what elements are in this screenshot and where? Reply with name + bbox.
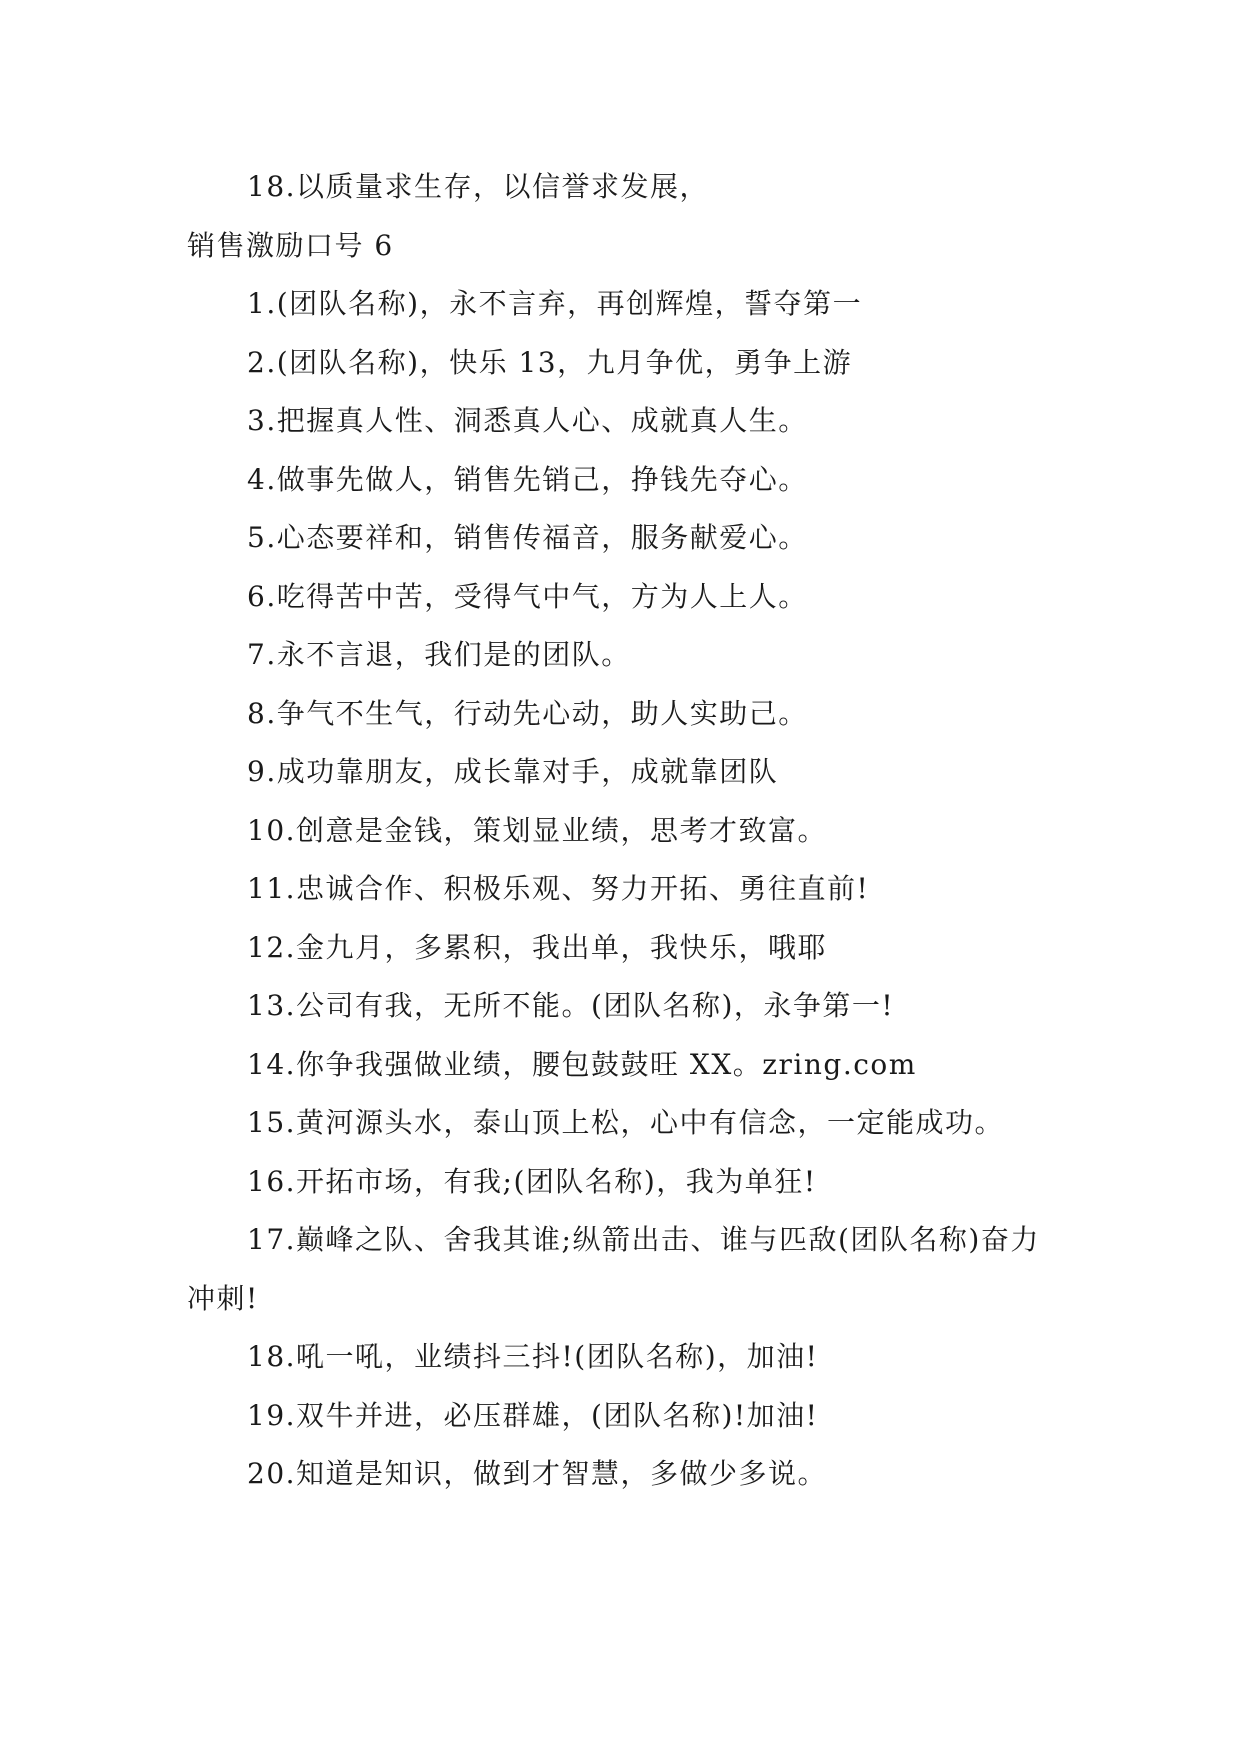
list-item: 17.巅峰之队、舍我其谁;纵箭出击、谁与匹敌(团队名称)奋力冲刺! [187,1223,1040,1315]
list-item: 19.双牛并进，必压群雄，(团队名称)!加油! [247,1398,819,1432]
list-item: 1.(团队名称)，永不言弃，再创辉煌，誓夺第一 [247,287,863,320]
list-item: 9.成功靠朋友，成长靠对手，成就靠团队 [247,755,779,788]
section-title: 销售激励口号 6 [187,228,394,262]
list-item: 3.把握真人性、洞悉真人心、成就真人生。 [247,404,808,437]
list-item: 11.忠诚合作、积极乐观、努力开拓、勇往直前! [247,872,870,905]
list-item: 6.吃得苦中苦，受得气中气，方为人上人。 [247,579,808,613]
list-item: 8.争气不生气，行动先心动，助人实助己。 [247,696,808,730]
list-item: 18.吼一吼，业绩抖三抖!(团队名称)，加油! [247,1340,819,1373]
list-item: 5.心态要祥和，销售传福音，服务献爱心。 [247,521,808,554]
list-item: 16.开拓市场，有我;(团队名称)，我为单狂! [247,1164,817,1198]
list-item: 20.知道是知识，做到才智慧，多做少多说。 [247,1457,828,1490]
list-item: 2.(团队名称)，快乐 13，九月争优，勇争上游 [247,345,853,379]
list-item: 15.黄河源头水，泰山顶上松，心中有信念，一定能成功。 [247,1106,1005,1139]
document-body [187,158,1057,1504]
list-item: 13.公司有我，无所不能。(团队名称)，永争第一! [247,989,895,1022]
list-item: 14.你争我强做业绩，腰包鼓鼓旺 XX。zring.com [247,1047,917,1081]
list-item: 4.做事先做人，销售先销己，挣钱先夺心。 [247,462,808,496]
list-item: 7.永不言退，我们是的团队。 [247,638,631,671]
intro-line: 18.以质量求生存，以信誉求发展， [247,170,710,203]
list-item: 12.金九月，多累积，我出单，我快乐，哦耶 [247,930,828,964]
list-item: 10.创意是金钱，策划显业绩，思考才致富。 [247,813,828,847]
